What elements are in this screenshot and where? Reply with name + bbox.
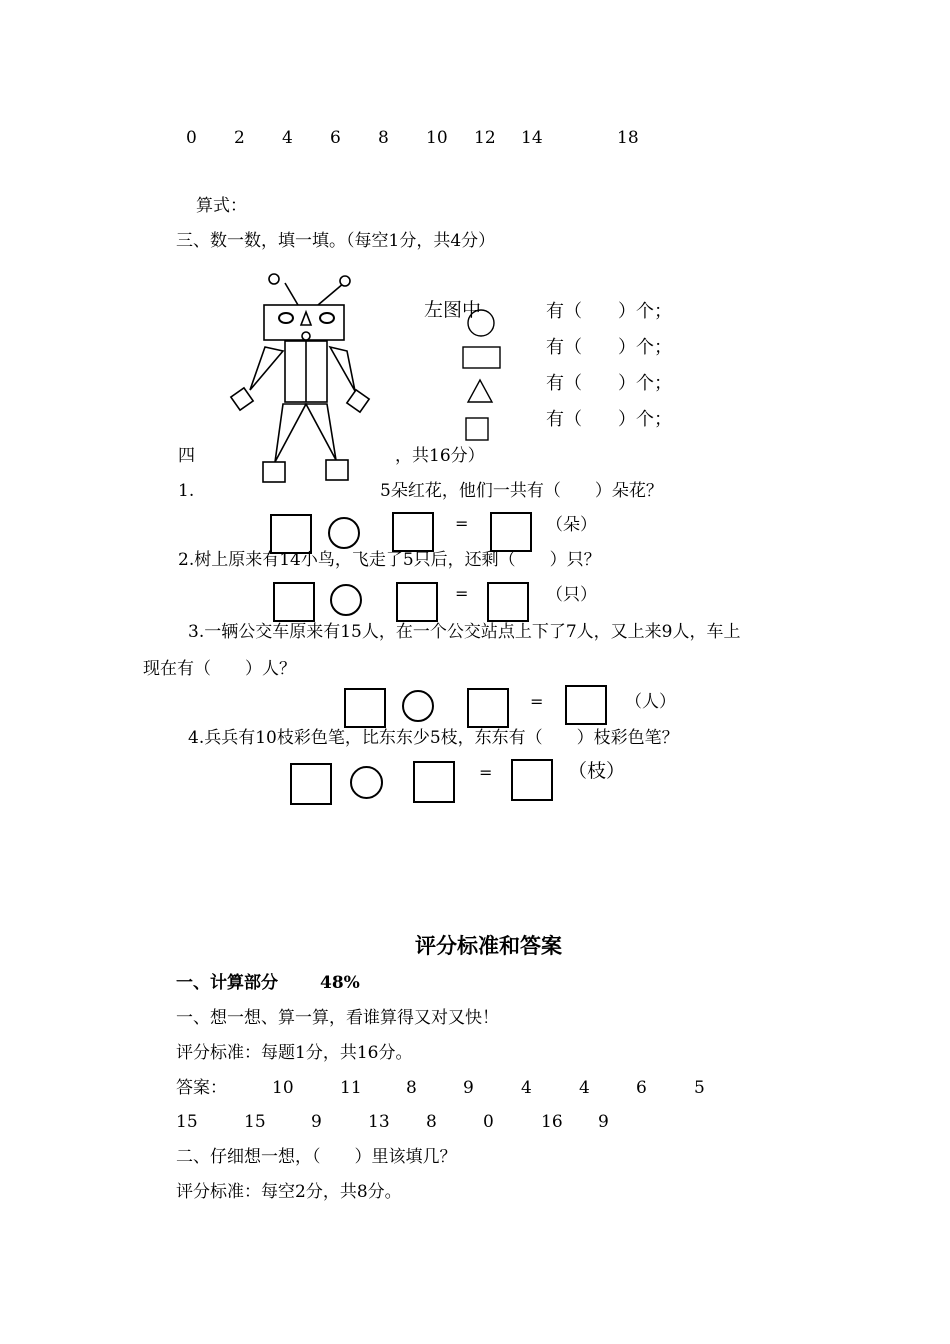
equals-sign: =: [455, 584, 469, 603]
unit-label: （只）: [546, 585, 597, 605]
answer-value: 13: [368, 1112, 390, 1132]
number-label: 18: [617, 128, 639, 148]
answer-value: 8: [426, 1112, 437, 1132]
number-label: 6: [330, 128, 341, 148]
robot-leg: [306, 404, 336, 460]
robot-arm: [250, 347, 283, 390]
robot-antenna: [318, 283, 344, 305]
equals-sign: =: [530, 692, 544, 711]
number-label: 14: [521, 128, 543, 148]
count-row-circle: 有（ ）个；: [546, 301, 672, 322]
formula-label: 算式：: [196, 196, 247, 216]
robot-antenna: [285, 283, 298, 305]
question1-text: 5朵红花，他们一共有（ ）朵花？: [380, 481, 663, 501]
number-label: 10: [426, 128, 448, 148]
count-row-rectangle: 有（ ）个；: [546, 337, 672, 358]
answer-value: 0: [483, 1112, 494, 1132]
count-row-triangle: 有（ ）个；: [546, 373, 672, 394]
legend-rectangle-icon: [463, 347, 500, 368]
answers-line1: 一、想一想、算一算，看谁算得又对又快！: [176, 1008, 499, 1028]
number-label: 2: [234, 128, 245, 148]
section3-title: 三、数一数，填一填。（每空1分，共4分）: [176, 231, 496, 251]
robot-foot: [326, 460, 348, 480]
part1-label: 一、计算部分: [176, 973, 278, 993]
answer-value: 15: [176, 1112, 198, 1132]
robot-eye: [320, 313, 334, 323]
question3-line2: 现在有（ ）人？: [143, 659, 296, 679]
answers-line3: 二、仔细想一想，（ ）里该填几？: [176, 1147, 457, 1167]
equals-sign: =: [479, 763, 493, 782]
robot-mouth: [302, 332, 310, 340]
answer-value: 11: [340, 1078, 362, 1098]
robot-foot: [263, 462, 285, 482]
answer-label: 答案：: [176, 1078, 227, 1098]
answer-value: 9: [311, 1112, 322, 1132]
robot-antenna-tip: [340, 276, 350, 286]
equals-sign: =: [455, 514, 469, 533]
answer-value: 16: [541, 1112, 563, 1132]
unit-label: （朵）: [546, 515, 597, 535]
question4-text: 4.兵兵有10枝彩色笔，比东东少5枝，东东有（ ）枝彩色笔？: [188, 728, 679, 748]
robot-arm: [330, 347, 355, 391]
answer-value: 4: [521, 1078, 532, 1098]
unit-label: （枝）: [568, 760, 626, 782]
answers-line2: 评分标准：每题1分，共16分。: [176, 1043, 413, 1063]
number-label: 0: [186, 128, 197, 148]
question3-line1: 3.一辆公交车原来有15人，在一个公交站点上下了7人，又上来9人，车上: [188, 622, 741, 642]
answers-line4: 评分标准：每空2分，共8分。: [176, 1182, 402, 1202]
part1-percent: 48%: [320, 973, 360, 993]
answers-title: 评分标准和答案: [415, 933, 562, 958]
answer-value: 6: [636, 1078, 647, 1098]
robot-leg: [275, 404, 306, 462]
section4-title-end: ，共16分）: [395, 446, 485, 466]
number-label: 8: [378, 128, 389, 148]
number-label: 12: [474, 128, 496, 148]
count-row-square: 有（ ）个；: [546, 409, 672, 430]
answer-value: 9: [598, 1112, 609, 1132]
section4-title-start: 四: [178, 446, 195, 466]
left-figure-label: 左图中: [424, 299, 482, 321]
robot-antenna-tip: [269, 274, 279, 284]
answer-value: 4: [579, 1078, 590, 1098]
answer-value: 8: [406, 1078, 417, 1098]
answer-value: 15: [244, 1112, 266, 1132]
robot-hand: [347, 390, 369, 412]
answer-value: 10: [272, 1078, 294, 1098]
robot-hand: [231, 388, 253, 410]
question2-text: 2.树上原来有14小鸟，飞走了5只后，还剩（ ）只？: [178, 550, 601, 570]
number-label: 4: [282, 128, 293, 148]
answer-value: 5: [694, 1078, 705, 1098]
legend-circle-icon: [468, 310, 494, 336]
answer-value: 9: [463, 1078, 474, 1098]
question1-number: 1.: [178, 481, 195, 501]
robot-eye: [279, 313, 293, 323]
unit-label: （人）: [625, 692, 676, 712]
legend-square-icon: [466, 418, 488, 440]
legend-triangle-icon: [468, 380, 492, 402]
